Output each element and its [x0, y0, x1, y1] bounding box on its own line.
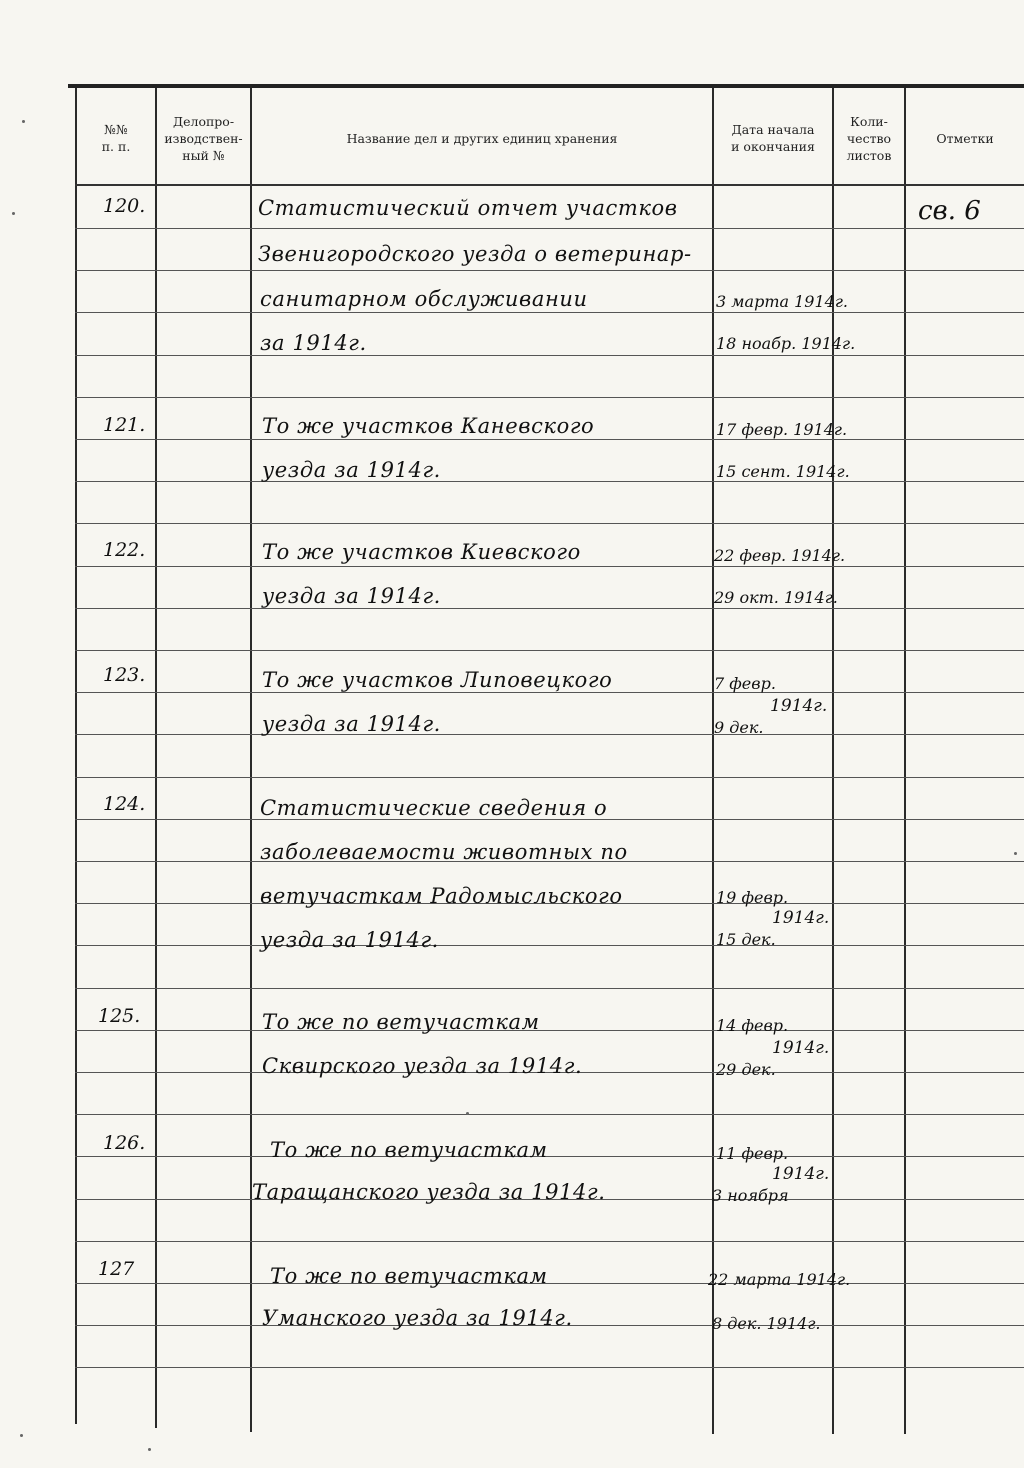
entry-number: 127 [98, 1258, 135, 1280]
entry-number: 125. [98, 1005, 141, 1027]
top-rule [68, 84, 1024, 88]
entry-number: 120. [103, 195, 146, 217]
entry-date-end: 3 ноября [712, 1186, 789, 1205]
entry-title-line: уезда за 1914г. [262, 712, 441, 736]
row-rule [75, 481, 1024, 482]
col-divider [250, 88, 252, 1432]
header-col-sheets: Коли- чество листов [846, 113, 892, 163]
entry-title-line: То же участков Липовецкого [262, 668, 613, 692]
row-rule [75, 439, 1024, 440]
entry-date-end: 18 ноабр. 1914г. [716, 334, 856, 353]
row-rule [75, 228, 1024, 229]
row-rule [75, 270, 1024, 271]
row-rule [75, 566, 1024, 567]
col-divider [75, 88, 77, 1424]
header-col-delo: Делопро- изводствен- ный № [164, 113, 243, 163]
col-divider [904, 88, 906, 1434]
entry-title-line: уезда за 1914г. [260, 928, 439, 952]
scan-speck [466, 1112, 469, 1115]
row-rule [75, 355, 1024, 356]
entry-title-line: Таращанского уезда за 1914г. [252, 1180, 606, 1204]
entry-date-end: 9 дек. [714, 718, 764, 737]
header-col-name: Название дел и других единиц хранения [346, 130, 618, 146]
entry-title-line: уезда за 1914г. [262, 584, 441, 608]
scan-speck [22, 120, 25, 123]
row-rule [75, 650, 1024, 651]
header-bottom-rule [75, 184, 1024, 186]
entry-title-line: То же участков Киевского [262, 540, 581, 564]
entry-date-end: 29 дек. [716, 1060, 776, 1079]
col-divider [832, 88, 834, 1434]
header-col-marks: Отметки [936, 130, 994, 146]
row-rule [75, 1156, 1024, 1157]
row-rule [75, 523, 1024, 524]
entry-date-start: 14 февр. [716, 1016, 789, 1035]
scan-speck [20, 1434, 23, 1437]
row-rule [75, 945, 1024, 946]
entry-date-start: 19 февр. [716, 888, 789, 907]
row-rule [75, 1030, 1024, 1031]
entry-title-line: Сквирского уезда за 1914г. [262, 1054, 583, 1078]
col-divider [155, 88, 157, 1428]
entry-year: 1914г. [770, 696, 828, 716]
entry-title-line: То же по ветучасткам [262, 1010, 540, 1034]
entry-title-line: ветучасткам Радомысльского [260, 884, 623, 908]
row-rule [75, 1367, 1024, 1368]
scan-speck [1014, 852, 1017, 855]
entry-date-end: 8 дек. 1914г. [712, 1314, 821, 1333]
entry-number: 122. [103, 539, 146, 561]
entry-date-start: 22 февр. 1914г. [714, 546, 846, 565]
row-rule [75, 777, 1024, 778]
entry-number: 126. [103, 1132, 146, 1154]
entry-year: 1914г. [772, 1038, 830, 1058]
entry-title-line: Уманского уезда за 1914г. [262, 1306, 573, 1330]
entry-date-start: 3 марта 1914г. [716, 292, 848, 311]
entry-date-end: 29 окт. 1914г. [714, 588, 838, 607]
entry-number: 121. [103, 414, 146, 436]
header-col-number: №№ п. п. [101, 122, 131, 154]
row-rule [75, 312, 1024, 313]
entry-date-end: 15 дек. [716, 930, 776, 949]
entry-date-start: 11 февр. [716, 1144, 789, 1163]
entry-title-line: Статистические сведения о [260, 796, 608, 820]
entry-date-start: 22 марта 1914г. [708, 1270, 851, 1289]
entry-title-line: Статистический отчет участков [258, 196, 678, 220]
entry-title-line: То же по ветучасткам [270, 1264, 548, 1288]
entry-date-start: 7 февр. [714, 674, 776, 693]
entry-number: 123. [103, 664, 146, 686]
col-divider [712, 88, 714, 1434]
row-rule [75, 1114, 1024, 1115]
entry-title-line: Звенигородского уезда о ветеринар- [258, 242, 692, 266]
row-rule [75, 1241, 1024, 1242]
scan-speck [12, 212, 15, 215]
row-rule [75, 734, 1024, 735]
entry-title-line: санитарном обслуживании [260, 287, 588, 311]
row-rule [75, 1283, 1024, 1284]
row-rule [75, 608, 1024, 609]
scan-speck [148, 1448, 151, 1451]
row-rule [75, 988, 1024, 989]
entry-title-line: заболеваемости животных по [260, 840, 628, 864]
entry-year: 1914г. [772, 1164, 830, 1184]
header-col-date: Дата начала и окончания [731, 122, 815, 154]
entry-title-line: То же участков Каневского [262, 414, 595, 438]
row-rule [75, 692, 1024, 693]
entry-date-start: 17 февр. 1914г. [716, 420, 848, 439]
row-rule [75, 397, 1024, 398]
entry-date-end: 15 сент. 1914г. [716, 462, 850, 481]
entry-number: 124. [103, 793, 146, 815]
entry-title-line: за 1914г. [260, 331, 367, 355]
entry-mark: св. 6 [918, 196, 981, 226]
entry-year: 1914г. [772, 908, 830, 928]
entry-title-line: То же по ветучасткам [270, 1138, 548, 1162]
entry-title-line: уезда за 1914г. [262, 458, 441, 482]
